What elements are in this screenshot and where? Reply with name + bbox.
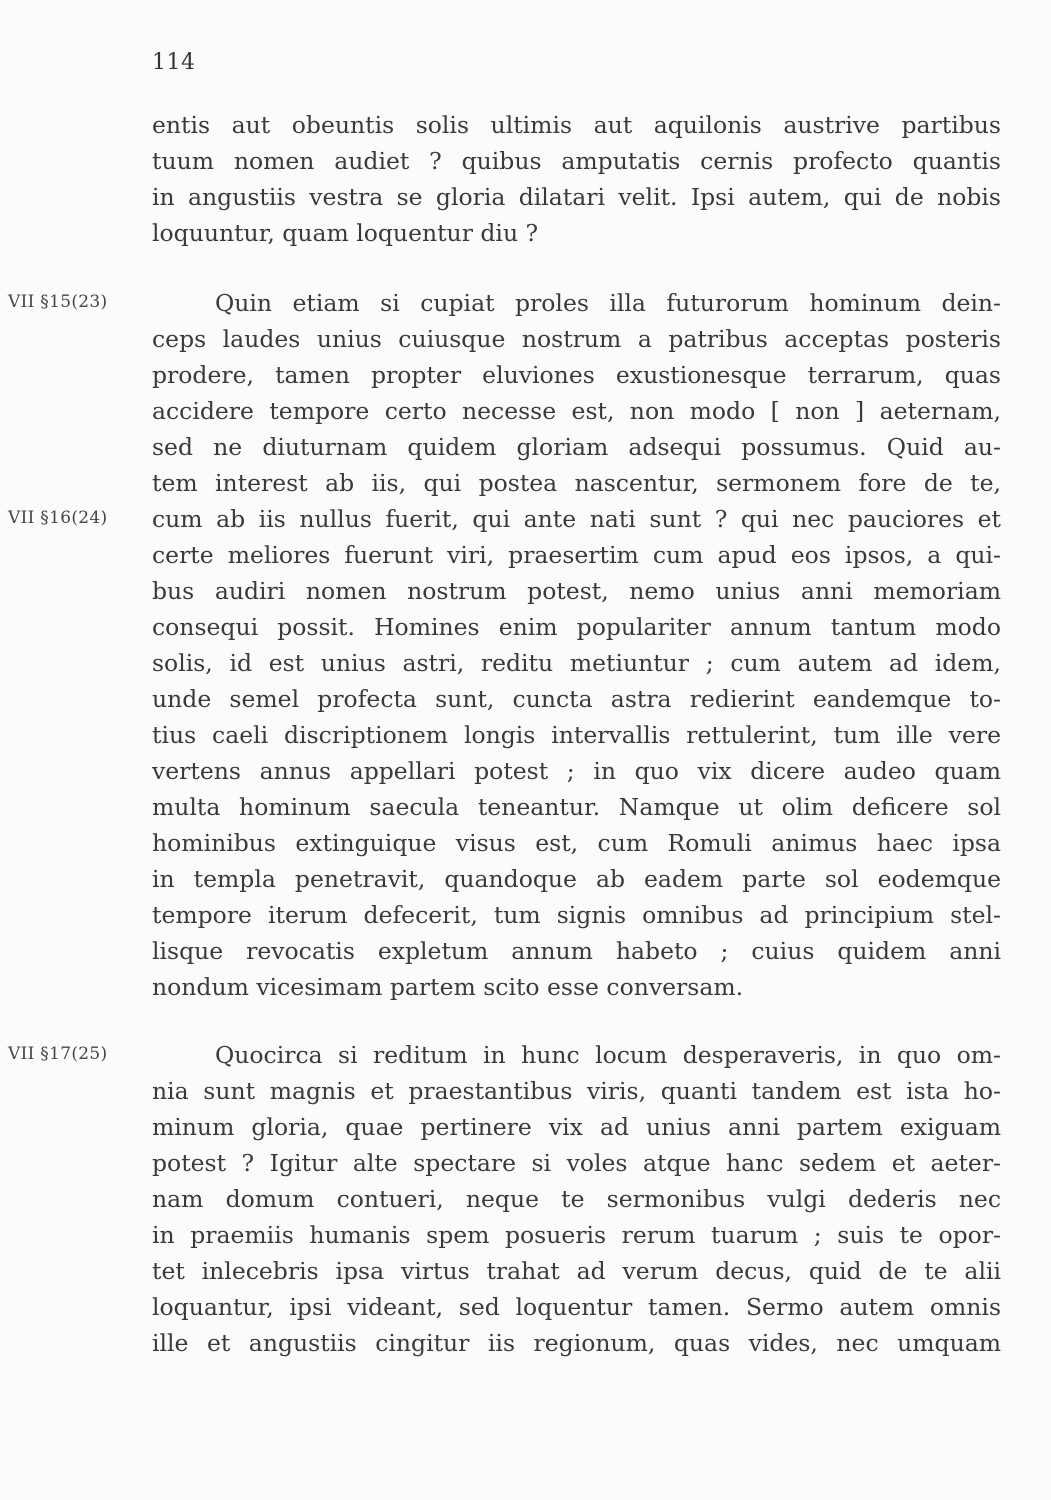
text-line: solis, id est unius astri, reditu metiuntur ; cum autem ad idem, — [152, 649, 1001, 677]
text-line: ceps laudes unius cuiusque nostrum a patribus acceptas posteris — [152, 325, 1001, 353]
text-line: certe meliores fuerunt viri, praesertim cum apud eos ipsos, a qui- — [152, 541, 1001, 569]
text-line: nia sunt magnis et praestantibus viris, quanti tandem est ista ho- — [152, 1077, 1001, 1105]
margin-note: VII §16(24) — [8, 508, 108, 528]
text-line: bus audiri nomen nostrum potest, nemo unius anni memoriam — [152, 577, 1001, 605]
text-line: hominibus extinguique visus est, cum Romuli animus haec ipsa — [152, 829, 1001, 857]
text-line: multa hominum saecula teneantur. Namque ut olim deficere sol — [152, 793, 1001, 821]
text-line: in praemiis humanis spem posueris rerum tuarum ; suis te opor- — [152, 1221, 1001, 1249]
text-line: loquantur, ipsi videant, sed loquentur tamen. Sermo autem omnis — [152, 1293, 1001, 1321]
text-line: tius caeli discriptionem longis intervallis rettulerint, tum ille vere — [152, 721, 1001, 749]
text-line: Quin etiam si cupiat proles illa futurorum hominum dein- — [215, 289, 1001, 317]
text-line: tem interest ab iis, qui postea nascentur, sermonem fore de te, — [152, 469, 1001, 497]
text-line: nondum vicesimam partem scito esse conversam. — [152, 973, 744, 1001]
text-line: potest ? Igitur alte spectare si voles atque hanc sedem et aeter- — [152, 1149, 1001, 1177]
text-line: prodere, tamen propter eluviones exustionesque terrarum, quas — [152, 361, 1001, 389]
text-line: in angustiis vestra se gloria dilatari velit. Ipsi autem, qui de nobis — [152, 183, 1001, 211]
text-line: tet inlecebris ipsa virtus trahat ad verum decus, quid de te alii — [152, 1257, 1001, 1285]
text-line: entis aut obeuntis solis ultimis aut aquilonis austrive partibus — [152, 111, 1001, 139]
text-line: minum gloria, quae pertinere vix ad unius anni partem exiguam — [152, 1113, 1001, 1141]
text-line: nam domum contueri, neque te sermonibus vulgi dederis nec — [152, 1185, 1001, 1213]
margin-note: VII §17(25) — [8, 1044, 108, 1064]
text-line: in templa penetravit, quandoque ab eadem parte sol eodemque — [152, 865, 1001, 893]
text-line: lisque revocatis expletum annum habeto ; cuius quidem anni — [152, 937, 1001, 965]
text-line: consequi possit. Homines enim populariter annum tantum modo — [152, 613, 1001, 641]
margin-note: VII §15(23) — [8, 292, 108, 312]
text-line: sed ne diuturnam quidem gloriam adsequi possumus. Quid au- — [152, 433, 1001, 461]
text-line: cum ab iis nullus fuerit, qui ante nati sunt ? qui nec pauciores et — [152, 505, 1001, 533]
text-line: loquuntur, quam loquentur diu ? — [152, 219, 539, 247]
page-number: 114 — [152, 50, 196, 75]
text-line: unde semel profecta sunt, cuncta astra redierint eandemque to- — [152, 685, 1001, 713]
text-line: vertens annus appellari potest ; in quo vix dicere audeo quam — [152, 757, 1001, 785]
text-line: ille et angustiis cingitur iis regionum, quas vides, nec umquam — [152, 1329, 1001, 1357]
text-line: tuum nomen audiet ? quibus amputatis cernis profecto quantis — [152, 147, 1001, 175]
text-line: accidere tempore certo necesse est, non modo [ non ] aeternam, — [152, 397, 1001, 425]
text-line: Quocirca si reditum in hunc locum desperaveris, in quo om- — [215, 1041, 1001, 1069]
text-line: tempore iterum defecerit, tum signis omnibus ad principium stel- — [152, 901, 1001, 929]
